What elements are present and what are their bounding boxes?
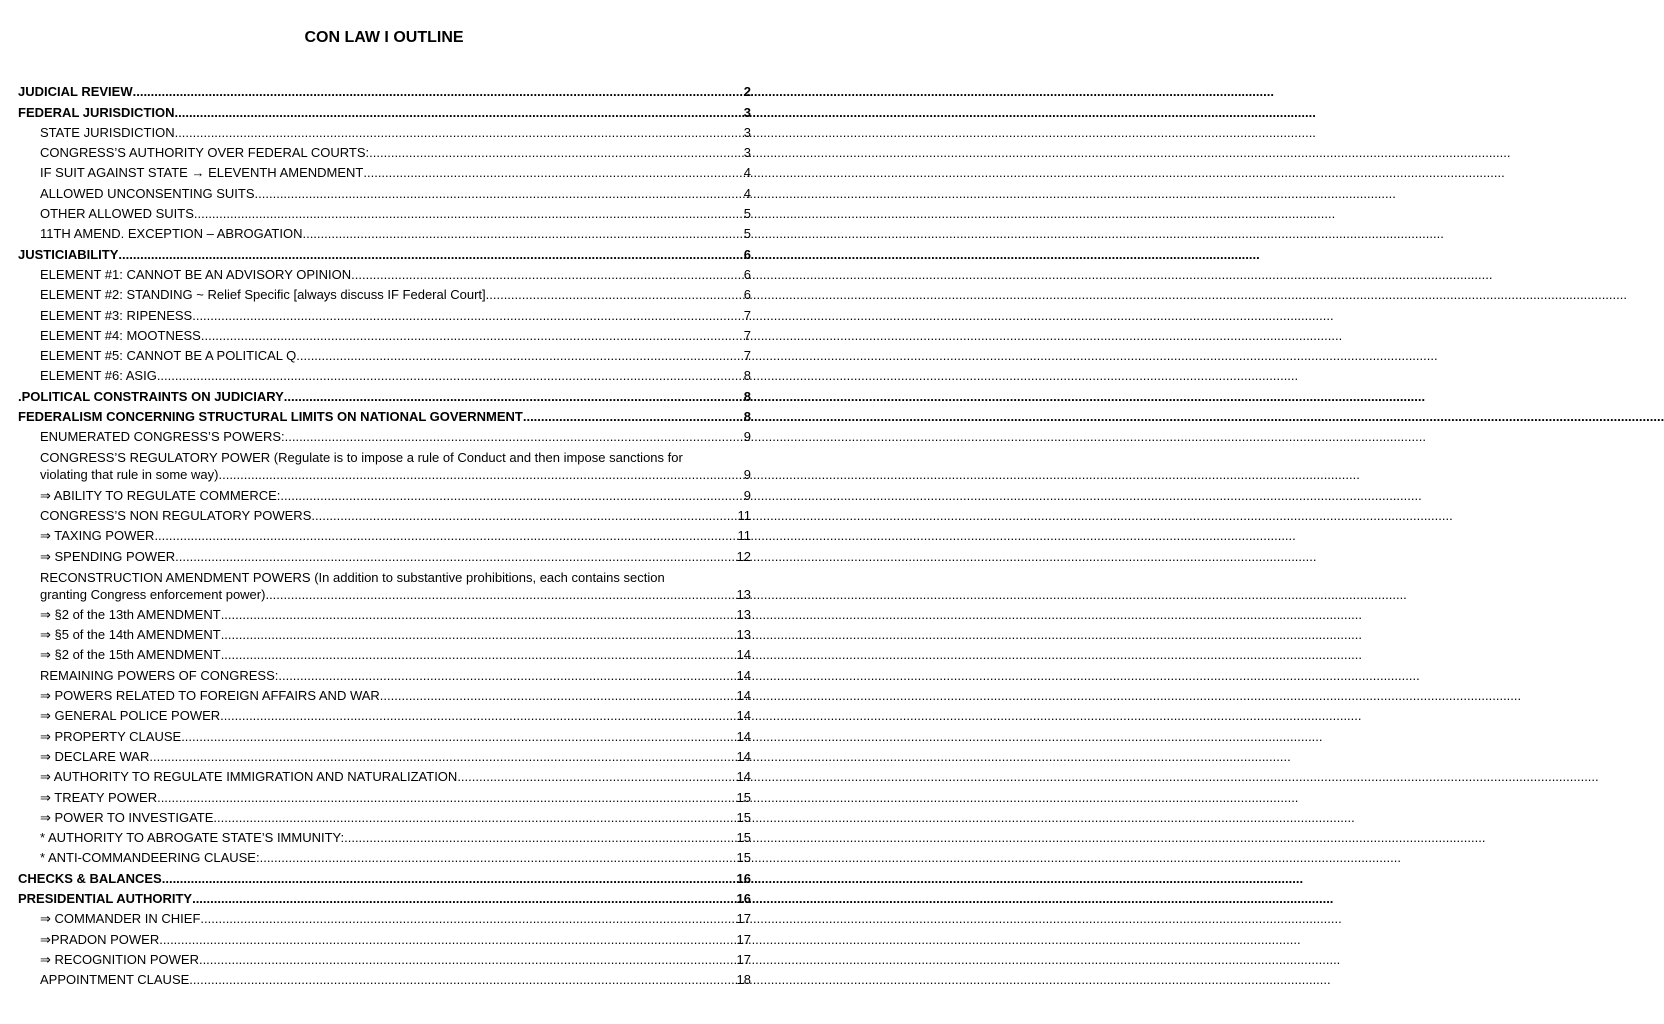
toc-page-number: 13	[736, 627, 751, 643]
dot-leader	[284, 389, 744, 404]
toc-entry[interactable]	[18, 444, 751, 482]
toc-page-number: 4	[743, 165, 751, 181]
toc-entry-label: ⇒ TREATY POWER	[40, 789, 158, 805]
toc-entry[interactable]	[18, 180, 751, 200]
dot-leader	[194, 206, 744, 221]
toc-page-number: 8	[743, 388, 751, 404]
toc-entry[interactable]	[18, 543, 751, 563]
toc-page-number: 5	[743, 226, 751, 242]
toc-entry[interactable]	[18, 523, 751, 543]
toc-page-number: 14	[736, 667, 751, 683]
toc-page-number: 15	[736, 789, 751, 805]
toc-page-number: 14	[736, 708, 751, 724]
toc-entry[interactable]	[18, 744, 751, 764]
dot-leader	[296, 348, 744, 363]
toc-page-number: 15	[736, 830, 751, 846]
dot-leader	[181, 729, 736, 744]
dot-leader	[199, 952, 737, 967]
toc-page-number: 9	[743, 487, 751, 503]
toc-entry[interactable]	[18, 564, 751, 602]
toc-entry-label: PRESIDENTIAL AUTHORITY	[18, 890, 193, 906]
toc-page-number: 9	[743, 467, 751, 483]
dot-leader	[457, 769, 736, 784]
toc-page-number: 3	[743, 145, 751, 161]
dot-leader	[363, 165, 743, 180]
toc-entry-label: CHECKS & BALANCES	[18, 870, 162, 886]
toc-entry[interactable]	[18, 926, 751, 946]
toc-entry-label: ⇒ AUTHORITY TO REGULATE IMMIGRATION AND NATURALIZATION	[40, 769, 458, 785]
dot-leader	[380, 688, 737, 703]
dot-leader	[265, 587, 736, 602]
toc-entry-label: CONGRESS’S REGULATORY POWER (Regulate is to impose a rule of Conduct and then impose sanctions for	[40, 450, 683, 466]
toc-page-number: 9	[743, 429, 751, 445]
toc-entry[interactable]	[18, 622, 751, 642]
toc-page-number: 7	[743, 307, 751, 323]
dot-leader	[189, 972, 736, 987]
dot-leader	[278, 668, 736, 683]
dot-leader	[157, 368, 744, 383]
toc-page-number: 6	[743, 266, 751, 282]
toc-entry[interactable]	[18, 120, 751, 140]
toc-page-number: 14	[736, 688, 751, 704]
toc-entry[interactable]	[18, 404, 751, 424]
toc-entry[interactable]	[18, 703, 751, 723]
toc-page-number: 7	[743, 348, 751, 364]
dot-leader	[213, 810, 736, 825]
toc-page-number: 14	[736, 728, 751, 744]
toc-page-number: 17	[736, 951, 751, 967]
toc-page-number: 8	[743, 368, 751, 384]
dot-leader	[175, 105, 744, 120]
toc-entry[interactable]	[18, 79, 751, 99]
toc-entry-label: RECONSTRUCTION AMENDMENT POWERS (In addition to substantive prohibitions, each contains section	[40, 569, 665, 585]
toc-entry-label-continued: violating that rule in some way)	[40, 467, 219, 483]
toc-entry[interactable]	[18, 302, 751, 322]
toc-entry[interactable]	[18, 825, 751, 845]
toc-entry[interactable]	[18, 784, 751, 804]
toc-entry[interactable]	[18, 383, 751, 403]
toc-entry-label: ⇒PRADON POWER	[40, 931, 160, 947]
toc-page-number: 7	[743, 327, 751, 343]
toc-page-number: 4	[743, 185, 751, 201]
toc-entry-label: FEDERALISM CONCERNING STRUCTURAL LIMITS ON NATIONAL GOVERNMENT	[18, 409, 523, 425]
toc-entry-label: 11TH AMEND. EXCEPTION – ABROGATION	[40, 226, 303, 242]
toc-entry-label: ALLOWED UNCONSENTING SUITS	[40, 185, 255, 201]
toc-entry-label-continued: granting Congress enforcement power)	[40, 586, 266, 602]
toc-page-number: 15	[736, 809, 751, 825]
dot-leader	[218, 467, 743, 482]
toc-entry-label: ⇒ PROPERTY CLAUSE	[40, 728, 182, 744]
toc-page-number: 14	[736, 748, 751, 764]
dot-leader	[221, 627, 737, 642]
toc-entry-label: ELEMENT #1: CANNOT BE AN ADVISORY OPINION	[40, 266, 352, 282]
toc-entry[interactable]	[18, 886, 751, 906]
toc-entry[interactable]	[18, 662, 751, 682]
dot-leader	[192, 308, 744, 323]
toc-entry-label: OTHER ALLOWED SUITS	[40, 206, 194, 222]
toc-entry[interactable]	[18, 424, 751, 444]
toc-entry[interactable]	[18, 805, 751, 825]
toc-entry-label: ⇒ §2 of the 15th AMENDMENT	[40, 647, 221, 663]
toc-entry[interactable]	[18, 503, 751, 523]
dot-leader	[118, 247, 743, 262]
toc-entry[interactable]	[18, 482, 751, 502]
dot-leader	[369, 145, 744, 160]
toc-entry-label: ELEMENT #3: RIPENESS	[40, 307, 193, 323]
dot-leader	[192, 891, 736, 906]
toc-entry[interactable]	[18, 764, 751, 784]
dot-leader	[201, 328, 744, 343]
toc-entry[interactable]	[18, 642, 751, 662]
toc-page-number: 11	[737, 528, 751, 544]
dot-leader	[154, 528, 737, 543]
toc-page-number: 18	[736, 972, 751, 988]
toc-entry[interactable]	[18, 967, 751, 987]
toc-page-number: 13	[736, 586, 751, 602]
toc-page-number: 6	[743, 246, 751, 262]
toc-entry-label: ELEMENT #4: MOOTNESS	[40, 327, 201, 343]
toc-entry[interactable]	[18, 865, 751, 885]
toc-entry[interactable]	[18, 140, 751, 160]
toc-entry[interactable]	[18, 683, 751, 703]
dot-leader	[486, 287, 744, 302]
toc-entry-label: ENUMERATED CONGRESS’S POWERS:	[40, 429, 285, 445]
dot-leader	[351, 267, 744, 282]
dot-leader	[260, 850, 737, 865]
dot-leader	[221, 607, 737, 622]
dot-leader	[255, 186, 744, 201]
dot-leader	[220, 708, 736, 723]
toc-entry[interactable]	[18, 282, 751, 302]
dot-leader	[311, 508, 737, 523]
dot-leader	[133, 84, 744, 99]
dot-leader	[162, 871, 737, 886]
toc-page-number: 17	[736, 931, 751, 947]
toc-entry-label: ELEMENT #6: ASIG	[40, 368, 157, 384]
toc-page-number: 16	[736, 870, 751, 886]
toc-page-number: 16	[736, 890, 751, 906]
toc-entry-label: ⇒ SPENDING POWER	[40, 548, 176, 564]
dot-leader	[344, 830, 736, 845]
toc-page-number: 13	[736, 606, 751, 622]
toc-entry[interactable]	[18, 201, 751, 221]
toc-entry[interactable]	[18, 343, 751, 363]
toc-entry-label: JUSTICIABILITY	[18, 246, 119, 262]
toc-page-number: 11	[737, 507, 751, 523]
toc-page-number: 5	[743, 206, 751, 222]
toc-entry-label: CONGRESS’S NON REGULATORY POWERS	[40, 507, 312, 523]
dot-leader	[175, 125, 744, 140]
toc-page-number: 17	[736, 911, 751, 927]
toc-page-number: 6	[743, 287, 751, 303]
toc-page-number: 14	[736, 647, 751, 663]
dot-leader	[157, 790, 736, 805]
toc-entry-label: APPOINTMENT CLAUSE	[40, 972, 190, 988]
dot-leader	[302, 226, 743, 241]
toc-page-number: 3	[743, 124, 751, 140]
toc-page-number: 8	[743, 409, 751, 425]
dot-leader	[285, 429, 744, 444]
toc-entry[interactable]	[18, 241, 751, 261]
toc-entry[interactable]	[18, 160, 751, 180]
toc-entry-label: ⇒ ABILITY TO REGULATE COMMERCE:	[40, 487, 281, 503]
dot-leader	[280, 488, 743, 503]
toc-entry-label: ⇒ DECLARE WAR	[40, 748, 150, 764]
toc-entry-label: ⇒ GENERAL POLICE POWER	[40, 708, 221, 724]
toc-entry-label: ELEMENT #2: STANDING ~ Relief Specific [always discuss IF Federal Court]	[40, 287, 486, 303]
page-title: CON LAW I OUTLINE	[304, 29, 464, 46]
dot-leader	[149, 749, 736, 764]
dot-leader	[221, 647, 737, 662]
toc-entry-label: ⇒ §2 of the 13th AMENDMENT	[40, 606, 221, 622]
toc-entry-label: JUDICIAL REVIEW	[18, 84, 133, 100]
toc-entry-label: ⇒ POWERS RELATED TO FOREIGN AFFAIRS AND WAR	[40, 688, 380, 704]
toc-page-number: 15	[736, 850, 751, 866]
toc-entry[interactable]	[18, 845, 751, 865]
toc-page-number: 2	[743, 84, 751, 100]
toc-entry-label: CONGRESS’S AUTHORITY OVER FEDERAL COURTS:	[40, 145, 370, 161]
toc-page-number: 14	[736, 769, 751, 785]
toc-entry-label: IF SUIT AGAINST STATE → ELEVENTH AMENDMENT	[40, 165, 364, 181]
toc-entry-label: ELEMENT #5: CANNOT BE A POLITICAL Q	[40, 348, 297, 364]
toc-entry-label: ⇒ COMMANDER IN CHIEF	[40, 911, 201, 927]
toc-entry[interactable]	[18, 602, 751, 622]
toc-entry[interactable]	[18, 906, 751, 926]
dot-leader	[523, 409, 744, 424]
toc-entry[interactable]	[18, 323, 751, 343]
toc-entry-label: ⇒ TAXING POWER	[40, 528, 155, 544]
toc-entry-label: .POLITICAL CONSTRAINTS ON JUDICIARY	[18, 388, 284, 404]
toc-entry[interactable]	[18, 262, 751, 282]
toc-entry-label: REMAINING POWERS OF CONGRESS:	[40, 667, 279, 683]
toc-entry-label: ⇒ POWER TO INVESTIGATE	[40, 809, 214, 825]
toc-page-number: 3	[743, 104, 751, 120]
toc-page-number: 12	[736, 548, 751, 564]
dot-leader	[159, 932, 736, 947]
toc-entry-label: * ANTI-COMMANDEERING CLAUSE:	[40, 850, 260, 866]
toc-entry[interactable]	[18, 221, 751, 241]
dot-leader	[200, 911, 736, 926]
dot-leader	[175, 549, 736, 564]
toc-entry[interactable]	[18, 363, 751, 383]
toc-entry-label: * AUTHORITY TO ABROGATE STATE’S IMMUNITY:	[40, 830, 345, 846]
toc-entry[interactable]	[18, 723, 751, 743]
toc-entry-label: ⇒ §5 of the 14th AMENDMENT	[40, 627, 221, 643]
toc-entry[interactable]	[18, 99, 751, 119]
table-of-contents	[18, 79, 751, 987]
toc-entry-label: FEDERAL JURISDICTION	[18, 104, 175, 120]
toc-entry[interactable]	[18, 947, 751, 967]
toc-entry-label: STATE JURISDICTION	[40, 124, 175, 140]
toc-entry-label: ⇒ RECOGNITION POWER	[40, 951, 199, 967]
